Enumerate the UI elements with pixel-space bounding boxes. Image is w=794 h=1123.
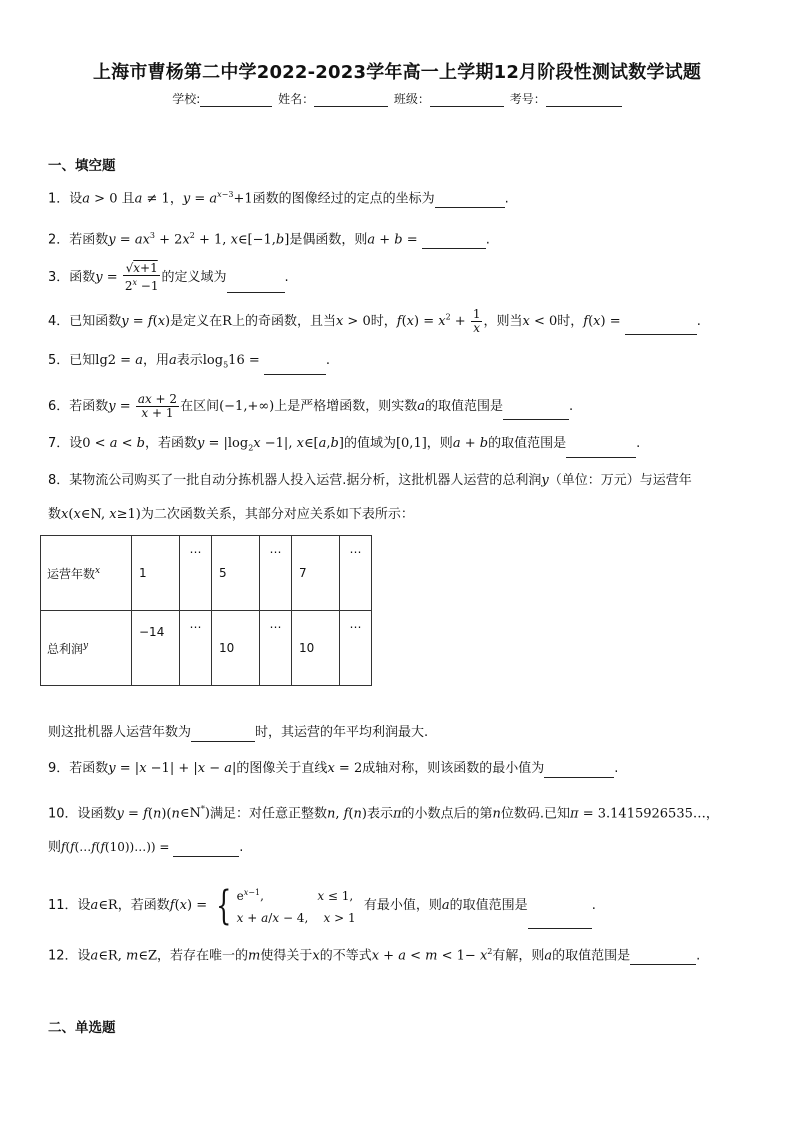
q9-text-3: 成轴对称，则该函数的最小值为 [362,761,545,776]
q7-text-4: ，则 [426,436,453,451]
q7-text-2: ，若函数 [144,436,197,451]
question-1: 1．设a > 0 且a ≠ 1，$y = a^{x-3}+1$函数的图像经过的定点的坐标为 . [48,190,509,207]
answer-blank-q4[interactable] [625,321,697,335]
q12-text: 12．设 [48,948,91,964]
q10-text-4: 的小数点后的第 [401,806,493,822]
answer-blank-q6[interactable] [503,406,569,420]
q12-text-2: ，若存在唯一的 [156,948,248,964]
question-5: 5．已知lg2 = a，用a表示$\log_516$ = . [48,352,330,375]
answer-blank-q1[interactable] [435,194,505,208]
answer-blank-q11[interactable] [528,915,592,929]
question-2: 2．若函数$y = ax^3 + 2x^2 + 1$, x∈[−1,b]是偶函数，则a + b = . [48,231,490,248]
table-cell: 10 [292,611,340,686]
q3-end: . [284,270,289,285]
q3-fraction: $\frac{√x+1}{2^x -1}$ [124,261,159,293]
question-8-line-2: 数x(x∈N, x≥1)为二次函数关系，其部分对应关系如下表所示： [48,507,414,522]
q7-end: . [636,436,641,451]
question-8-followup [48,724,428,742]
student-info-line [0,90,794,107]
row-1-header: 运营年数 [47,566,96,581]
table-cell: 1 [132,536,180,611]
q4-text-2: 是定义在 [170,314,223,329]
table-header-cell: 总利润$^y$ [41,611,132,686]
q12-text-5: 有解，则 [492,948,545,964]
table-cell: … [180,536,212,611]
row-2-header: 总利润 [47,641,84,656]
q8-text-2: （单位：万元）与运营年 [548,473,692,488]
q3-text-2: 的定义域为 [161,270,227,285]
q12-text-4: 的不等式 [319,948,372,964]
q11-text-4: 的取值范围是 [449,898,528,913]
q8-text: 8．某物流公司购买了一批自动分拣机器人投入运营.据分析，这批机器人运营的总利润 [48,473,542,488]
q10-end: ， [705,806,719,822]
table-row [41,611,372,686]
answer-blank-q12[interactable] [630,951,696,965]
q4-text-4: 时， [370,314,397,329]
q11-text-3: 有最小值，则 [363,898,442,913]
q3-text: 3．函数 [48,270,96,285]
q6-text-4: 的取值范围是 [425,399,504,414]
q1-text: 1．设 [48,191,83,207]
q4-text-5: ，则当 [483,314,523,329]
q4-text-3: 上的奇函数，且当 [231,314,336,329]
q10-text-3: 表示 [366,806,393,822]
q6-text-3: 上是严格增函数，则实数 [274,399,418,414]
answer-blank-q8[interactable] [191,728,255,742]
table-cell: … [340,611,372,686]
q11-text-2: ，若函数 [117,898,170,913]
answer-blank-q2[interactable] [422,235,486,249]
q5-end: . [325,353,331,368]
answer-blank-q7[interactable] [566,444,636,458]
question-6: 6．若函数y = $\frac{ax + 2}{x + 1}$ 在区间(−1,+∞)上是严格增函数，则实数a的取值范围是 . [48,392,574,420]
q4-end: . [696,314,701,329]
answer-blank-q5[interactable] [264,361,326,375]
exam-title: 上海市曹杨第二中学2022-2023学年高一上学期12月阶段性测试数学试题 [92,62,702,83]
answer-blank-q3[interactable] [227,279,285,293]
question-7: 7．设0 < a < b，若函数$y = |\log_2x -1|$, x∈[a,b]的值域为[0,1]，则a + b的取值范围是 . [48,435,640,458]
q4-text-6: 时， [557,314,584,329]
q2-end: . [485,232,490,248]
q1-text-4: 函数的图像经过的定点的坐标为 [252,191,435,207]
q9-text: 9．若函数 [48,761,109,776]
section-single-choice: 二、单选题 [48,1020,116,1036]
q6-text: 6．若函数 [48,399,109,414]
q5-text-3: 表示 [176,353,203,368]
question-3: 3．函数y = $\frac{√x+1}{2^x -1}$ 的定义域为 . [48,261,289,293]
table-cell: … [180,611,212,686]
q11-text: 11．设 [48,898,91,913]
table-cell: −14 [132,611,180,686]
q12-text-6: 的取值范围是 [552,948,631,964]
q4-text: 4．已知函数 [48,314,122,329]
name-label: 姓名： [278,92,315,106]
class-blank[interactable] [430,93,504,107]
answer-blank-q10[interactable] [173,843,239,857]
table-header-cell: 运营年数$^x$ [41,536,132,611]
q10-text: 10．设函数 [48,806,117,822]
table-cell: … [260,611,292,686]
question-11: 11．设a∈R，若函数f(x) = { $e^{x-1}$, x ≤ 1, x + a/x − 4, x > 1 有最小值，则a的取值范围是 . [48,882,596,929]
q12-end: . [696,948,701,964]
table-cell: … [260,536,292,611]
table-cell: 5 [212,536,260,611]
q11-end: . [591,898,596,913]
table-cell: 7 [292,536,340,611]
piecewise-cases: $e^{x-1}$, x ≤ 1, x + a/x − 4, x > 1 [236,888,356,925]
q2-text: 2．若函数 [48,232,109,248]
class-label: 班级： [393,92,430,106]
question-9: 9．若函数y = |x −1| + |x − a|的图像关于直线x = 2成轴对称，则该函数的最小值为 . [48,761,619,776]
question-12: 12．设a∈R, m∈Z，若存在唯一的m使得关于x的不等式$x + a < m < 1- x^2$有解，则a的取值范围是 . [48,947,701,964]
q1-end: . [504,191,509,207]
q10-text-5: 位数码.已知 [500,806,571,822]
q10-text-6: 则 [48,840,62,855]
question-10: 10．设函数y = f(n)(n∈N*)满足：对任意正整数n, f(n)表示π的小数点后的第n位数码.已知π = 3.1415926535…， [48,805,719,822]
q6-text-2: 在区间 [180,399,220,414]
q10-end-2: . [239,840,244,855]
question-8-line-1: 8．某物流公司购买了一批自动分拣机器人投入运营.据分析，这批机器人运营的总利润y（单位：万元）与运营年 [48,473,692,488]
q7-text-3: 的值域为 [343,436,396,451]
q10-text-2: 满足：对任意正整数 [209,806,327,822]
table-cell: … [340,536,372,611]
exam-number-blank[interactable] [546,93,622,107]
q8-text-5: 则这批机器人运营年数为 [48,725,192,740]
q1-text-2: 且 [121,191,135,207]
table-row [41,536,372,611]
q5-text-2: ，用 [142,353,169,368]
q12-text-3: 使得关于 [260,948,313,964]
q7-text: 7．设 [48,436,83,451]
question-10-line-2: 则f(f(…f(f(10))…)) = . [48,840,244,855]
answer-blank-q9[interactable] [544,764,614,778]
q2-text-2: 是偶函数，则 [289,232,368,248]
q8-data-table [40,535,372,686]
exam-number-label: 考号： [509,92,546,106]
q6-end: . [569,399,574,414]
q1-text-3: ， [169,191,183,207]
q5-text: 5．已知 [48,353,96,368]
school-label: 学校: [172,92,201,106]
q8-text-6: 时，其运营的年平均利润最大. [255,725,429,740]
section-fill-in-blank: 一、填空题 [48,158,116,174]
q8-text-3: 数 [48,507,62,522]
piecewise-brace: { [216,882,232,929]
name-blank[interactable] [314,93,388,107]
q8-text-4: 为二次函数关系，其部分对应关系如下表所示： [140,507,414,522]
q9-end: . [614,761,619,776]
school-blank[interactable] [200,93,272,107]
question-4: 4．已知函数y = f(x)是定义在R上的奇函数，且当x > 0时，$f(x) = x^2$ + $\frac{1}{x}$ ，则当x < 0时，f(x) = . [48,307,701,335]
table-cell: 10 [212,611,260,686]
q7-text-5: 的取值范围是 [488,436,567,451]
q9-text-2: 的图像关于直线 [236,761,328,776]
